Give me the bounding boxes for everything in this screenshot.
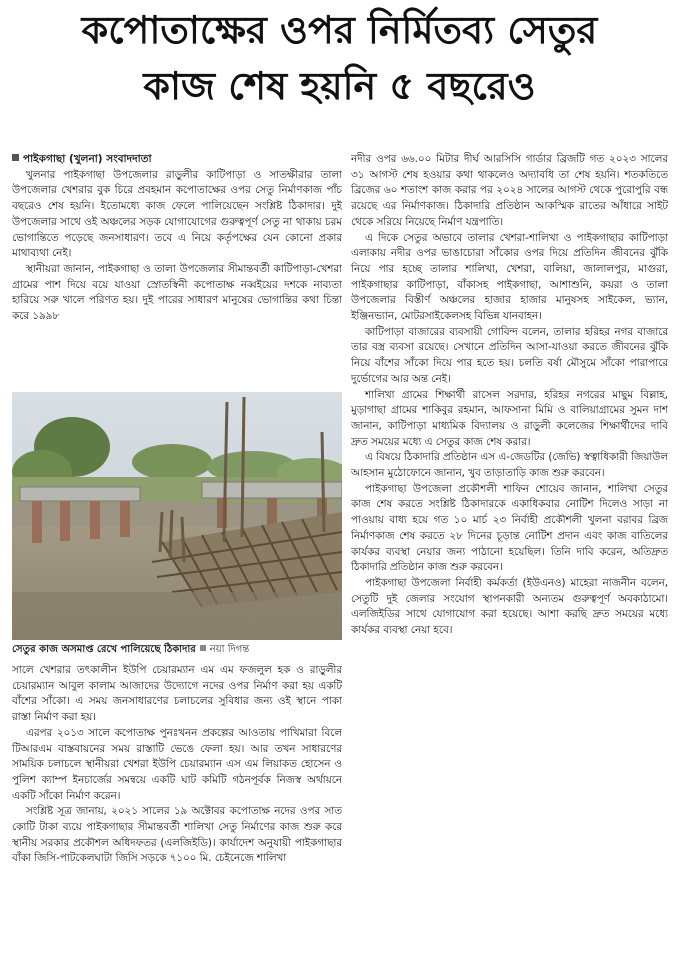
paragraph: এরপর ২০১৩ সালে কপোতাক্ষ পুনঃখনন প্রকল্পের আওতায় পাখিমারা বিলে টিআরএম বাস্তবায়নের সময় রাস্তাটি ভেঙে ফেলা হয়। আর তখন সাধারণের সাময়িক চলাচলে স্থানীয়রা খেশরা ইউপি চেয়ারম্যান এস এম লিয়াকত হোসেন ও পুলিশ ক্যাম্প ইনচার্জের সমন্বয়ে একটি ঘাট কমিটি গঠনপূর্বক নিজস্ব অর্থায়নে একটি সাঁকো নির্মাণ করেন।: [12, 726, 342, 802]
caption-text: সেতুর কাজ অসমাপ্ত রেখে পালিয়েছে ঠিকাদার: [12, 644, 196, 655]
paragraph: পাইকগাছা উপজেলা নির্বাহী কর্মকর্তা (ইউএনও) মাহেরা নাজনীন বলেন, সেতুটি দুই জেলার সংযোগ স্থাপনকারী অন্যতম গুরুত্বপূর্ণ অবকাঠামো। এলজিইডির সাথে যোগাযোগ করা হয়েছে। আশা করছি দ্রুত সময়ের মধ্যে কার্যকর ব্যবস্থা নেয়া হবে।: [351, 576, 668, 637]
paragraph: এ বিষয়ে ঠিকাদারি প্রতিষ্ঠান এস এ-জেডটির (জেভি) স্বত্বাধিকারী জিয়াউল আহসান মুঠোফোনে জানান, খুব তাড়াতাড়ি কাজ শুরু করবেন।: [351, 451, 668, 480]
article-column-right: [351, 152, 668, 957]
paragraph: সংশ্লিষ্ট সূত্র জানায়, ২০২১ সালের ১৯ অক্টোবর কপোতাক্ষ নদের ওপর সাত কোটি টাকা ব্যয়ে পাইকগাছার সীমান্তবর্তী শালিখা সেতু নির্মাণের কাজ শুরু করে স্থানীয় সরকার প্রকৌশল অধিদফতর (এলজিইডি)। কার্যাদেশ অনুযায়ী পাইকগাছার বাঁকা জিসি-পাটকেলঘাটা জিসি সড়কে ৭১০০ মি. চেইনেজে শালিখা: [12, 805, 342, 865]
byline-text: পাইকগাছা (খুলনা) সংবাদদাতা: [23, 153, 152, 165]
paragraph: কাটিপাড়া বাজারের ব্যবসায়ী গোবিন্দ বলেন, তালার হরিহর নগর বাজারে তার বস্ত্র ব্যবসা রয়েছে। সেখানে প্রতিদিন আসা-যাওয়া করতে জীবনের ঝুঁকি নিয়ে বাঁশের সাঁকো দিয়ে পার হতে হয়। চলতি বর্ষা মৌসুমে সাঁকো পারাপারে দুর্ভোগের আর অন্ত নেই।: [351, 325, 668, 385]
article-photo: [12, 392, 342, 640]
paragraph: শালিখা গ্রামের শিক্ষার্থী রাসেল সরদার, হরিহর নগরের মাছুম বিল্লাহ, মুড়াগাছা গ্রামের শাকিবুর রহমান, আফসানা মিমি ও বালিয়াগ্রামের সুমন দাশ জানান, কাটিপাড়া মাধ্যমিক বিদ্যালয় ও রাড়ুলী কলেজের শিক্ষার্থীদের দাবি দ্রুত সময়ের মধ্যে এ সেতুর কাজ শেষ করার।: [351, 388, 668, 448]
byline-square-icon: [12, 154, 19, 161]
paragraph: নদীর ওপর ৬৬.০০ মিটার দীর্ঘ আরসিসি গার্ডার ব্রিজটি গত ২০২৩ সালের ৩১ আগস্ট শেষ হওয়ার কথা থাকলেও অদ্যাবধি তা শেষ হয়নি। শতকতিতে ব্রিজের ৬০ শতাংশ কাজ করার পর ২০২৪ সালের আগস্ট থেকে পুরোপুরি বন্ধ রয়েছে এর নির্মাণকাজ। ঠিকাদারি প্রতিষ্ঠান আকস্মিক রাতের আঁধারে সাইট থেকে সরিয়ে নিয়েছে নির্মাণ যন্ত্রপাতি।: [351, 153, 668, 228]
paragraph: খুলনার পাইকগাছা উপজেলার রাড়ুলীর কাটিপাড়া ও সাতক্ষীরার তালা উপজেলার খেশরার বুক চিরে প্রবহমান কপোতাক্ষের ওপর সেতু নির্মাণকাজ পাঁচ বছরেও শেষ হয়নি। ইতোমধ্যে কাজ ফেলে পালিয়েছেন সংশ্লিষ্ট ঠিকাদার। দুই উপজেলার সাথে ওই অঞ্চলের সড়ক যোগাযোগের গুরুত্বপূর্ণ সেতু না থাকায় চরম ভোগান্তিতে পড়েছে জনসাধারণ। তবে এ নিয়ে কর্তৃপক্ষের যেন কোনো প্রকার মাথাব্যথা নেই।: [12, 168, 342, 260]
paragraph: এ দিকে সেতুর অভাবে তালার খেশরা-শালিখা ও পাইকগাছার কাটিপাড়া এলাকায় নদীর ওপর ভাঙাচোরা সাঁকোর ওপর দিয়ে প্রতিদিন জীবনের ঝুঁকি নিয়ে পার হচ্ছে তালার শালিখা, খেশরা, বালিয়া, জালালপুর, মাগুরা, পাইকগাছার কাটিপাড়া, বাঁকাসহ পাইকগাছা, আশাশুনি, কয়রা ও তালা উপজেলার বিস্তীর্ণ অঞ্চলের হাজার হাজার মানুষসহ সাইকেল, ভ্যান, ইঞ্জিনভ্যান, মোটরসাইকেলসহ বিভিন্ন যানবাহন।: [351, 231, 668, 323]
byline: [12, 152, 342, 168]
headline: [8, 2, 671, 114]
headline-line-2: কাজ শেষ হয়নি ৫ বছরেও: [143, 64, 536, 108]
photo-caption: [12, 642, 342, 658]
caption-square-icon: [200, 645, 206, 651]
paragraph: স্থানীয়রা জানান, পাইকগাছা ও তালা উপজেলার সীমান্তবর্তী কাটিপাড়া-খেশরা গ্রামের পাশ দিয়ে বয়ে যাওয়া স্রোতস্বিনী কপোতাক্ষ নব্বইয়ের দশকে নাব্যতা হারিয়ে সরু খালে পরিণত হয়। দুই পারের সাধারণ মানুষের ভোগান্তির কথা চিন্তা করে ১৯৯৮: [12, 262, 342, 323]
headline-line-1: কপোতাক্ষের ওপর নির্মিতব্য সেতুর: [81, 8, 598, 52]
paragraph: পাইকগাছা উপজেলা প্রকৌশলী শাফিন শোয়েব জানান, শালিখা সেতুর কাজ শেষ করতে সংশ্লিষ্ট ঠিকাদারকে একাধিকবার নোটিশ দিলেও সাড়া না পাওয়ায় বাধ্য হয়ে গত ১০ মার্চ ২৩ নির্বাহী প্রকৌশলী খুলনা বরাবর ব্রিজ নির্মাণকাজ শেষ করতে ২৮ দিনের চূড়ান্ত নোটিশ প্রদান এবং কাজ বাতিলের কার্যকর ব্যবস্থা নেয়ার জন্য পাঠানো হয়েছিল। তিনি দাবি করেন, অতিদ্রুত ঠিকাদারি প্রতিষ্ঠান কাজ শুরু করবেন।: [351, 482, 668, 574]
article-column-left-bottom: [12, 663, 342, 955]
bridge-photo-illustration: [12, 392, 342, 640]
photo-credit: নয়া দিগন্ত: [209, 644, 250, 655]
paragraph: সালে খেশরার তৎকালীন ইউপি চেয়ারম্যান এম এম ফজলুল হক ও রাড়ুলীর চেয়ারম্যান আবুল কালাম আজাদের উদ্যোগে নদের ওপর নির্মাণ করা হয় একটি বাঁশের সাঁকো। এ সময় জনসাধারণের চলাচলের সুবিধার জন্য ওই স্থানে পাকা রাস্তা নির্মাণ করা হয়।: [12, 664, 342, 724]
article-column-left-top: [12, 152, 342, 387]
